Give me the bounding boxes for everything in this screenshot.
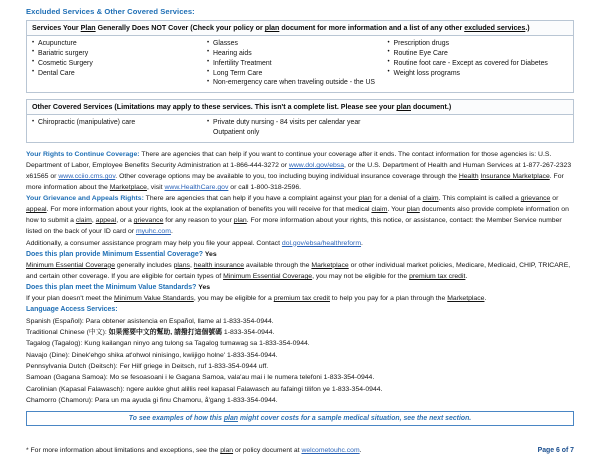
language-line-chamorro: Chamorro (Chamoru): Para un ma ayuda gi finu Chamoru, å'gang 1-833-354-0944. [26, 397, 278, 405]
continue-coverage-paragraph [26, 149, 574, 193]
list-item: • Bariatric surgery [32, 49, 203, 59]
link-myuhc-com[interactable]: myuhc.com [135, 228, 171, 236]
section-heading: Excluded Services & Other Covered Services: [26, 7, 195, 16]
header-text-part-2: Generally Does NOT Cover (Check your policy or [95, 24, 265, 32]
other-covered-body-row [27, 115, 574, 143]
grievance-lead: Your Grievance and Appeals Rights: [26, 195, 144, 203]
mec-term-health-insurance: health insurance [193, 261, 245, 269]
excluded-services-header-row [27, 21, 574, 36]
cc-term-health: Health [458, 173, 479, 181]
mvs-text-3: to help you pay for a plan through the [330, 295, 448, 303]
cc-text-7: or call 1-800-318-2596. [228, 184, 302, 192]
mec-question: Does this plan provide Minimum Essential Coverage? [26, 250, 203, 258]
callout-text-2: might cover costs for a sample medical situation, see the next section. [238, 415, 472, 423]
language-line-pennsylvania-dutch: Pennsylvania Dutch (Deitsch): Fer Hilf griege in Deitsch, ruf 1-833-354-0944 uff. [26, 363, 269, 371]
callout-text-1: To see examples of how this [128, 415, 224, 423]
list-item: • Acupuncture [32, 39, 203, 49]
gr-text-2: for a denial of a [371, 195, 423, 203]
gr-text-6: . Your [387, 206, 407, 214]
mec-text-3: available through the [244, 261, 312, 269]
cc-text-3: . Other coverage options may be available to you, too including buying individual insurance coverage through the [115, 173, 459, 181]
chinese-prefix: Traditional Chinese (中文): [26, 328, 109, 336]
gr-text-1: There are agencies that can help if you have a complaint against your [143, 195, 359, 203]
list-item-continuation: Outpatient only [213, 129, 260, 137]
gr-term-grievance-2: grievance [133, 217, 164, 225]
mec-term-minimum-essential-coverage-1: Minimum Essential Coverage [26, 261, 116, 269]
chinese-body: 如果需要中文的幫助, 請撥打這個號碼 [108, 328, 222, 336]
excluded-services-table [26, 20, 574, 93]
other-covered-services-table [26, 99, 574, 143]
gr-term-plan-3: plan [233, 217, 247, 225]
excluded-list-1 [32, 39, 203, 78]
footer-text-1: * For more information about limitations and exceptions, see the [26, 447, 221, 454]
header-text-part-3: document for more information and a list of any other [279, 24, 465, 32]
excluded-list-3 [388, 39, 570, 78]
language-line-spanish: Spanish (Español): Para obtener asistencia en Español, llame al 1-833-354-0944. [26, 317, 274, 325]
list-item: • Infertility Treatment [207, 59, 384, 69]
header-term-plan-2: plan [264, 24, 280, 32]
language-line-carolinian: Carolinian (Kapasal Falawasch): ngere aukke ghut alillis reel kapasal Falawasch au fafaingi tilifon ye 1-833-354-0944. [26, 385, 383, 393]
footer-text-3: . [359, 447, 362, 454]
mvs-question-line [26, 282, 574, 293]
mec-text-2: , [189, 261, 194, 269]
cc-text-2: , or the U.S. Department of Health and Human Services at 1-877-267-2323 x61565 or [26, 161, 572, 181]
cc-term-insurance-marketplace: Insurance Marketplace [480, 173, 550, 181]
gr-term-appeal-1: appeal [26, 206, 47, 214]
gr-text-4: or [550, 195, 559, 203]
list-item: • Routine Eye Care [388, 49, 570, 59]
other-covered-column-2 [207, 115, 574, 143]
mec-text-6: . [465, 272, 468, 280]
language-line-navajo: Navajo (Dine): Dinek'ehgo shika at'ohwol ninisingo, kwiijigo holne' 1-833-354-0944. [26, 351, 278, 359]
ca-text-1: Additionally, a consumer assistance program may help you file your appeal. Contact [26, 239, 282, 247]
list-item: • Glasses [207, 39, 384, 49]
cc-text-5: . For more information about the [26, 173, 564, 192]
footer-term-plan: plan [220, 447, 234, 454]
mec-term-plans: plans [173, 261, 190, 269]
other-covered-column-1 [27, 115, 208, 143]
callout-term-plan: plan [223, 415, 239, 423]
excluded-services-column-3 [388, 36, 574, 93]
gr-text-5: . For more information about your rights, look at the explanation of benefits you will receive for that medical [46, 206, 372, 214]
excluded-services-body-row [27, 36, 574, 93]
gr-term-claim-1: claim [422, 195, 439, 203]
list-item: • Private duty nursing - 84 visits per calendar year [207, 118, 569, 128]
list-item: • Prescription drugs [388, 39, 570, 49]
link-welcometouhc-com[interactable]: welcometouhc.com [301, 447, 360, 454]
grievance-paragraph [26, 193, 574, 237]
link-healthcare-gov[interactable]: www.HealthCare.gov [164, 184, 229, 192]
excluded-services-column-2 [207, 36, 388, 93]
language-line-traditional-chinese [26, 327, 574, 338]
mec-text-5: , you may not be eligible for the [312, 272, 410, 280]
mec-term-minimum-essential-coverage-2: Minimum Essential Coverage [223, 272, 313, 280]
other-list-1 [32, 118, 203, 128]
language-line-samoan: Samoan (Gagana Samoa): Mo se fesoasoani i le Gagana Samoa, vala'au mai i le numera telefoni 1-833-354-0944. [26, 374, 375, 382]
mvs-text-1: If your plan doesn't meet the [26, 295, 115, 303]
list-item: • Non-emergency care when traveling outside - the US [207, 78, 384, 88]
mec-term-premium-tax-credit: premium tax credit [409, 272, 466, 280]
header-term-plan: Plan [80, 24, 96, 32]
excluded-services-header-cell [27, 21, 574, 36]
mvs-term-marketplace: Marketplace [447, 295, 485, 303]
gr-term-claim-2: claim [371, 206, 388, 214]
page-number: Page 6 of 7 [537, 447, 574, 454]
other-list-2 [207, 118, 569, 138]
gr-text-7: documents also provide complete information on how to submit a [26, 206, 569, 225]
header-text-part-4: .) [525, 24, 530, 32]
other-covered-header-row [27, 100, 574, 115]
list-item: • Cosmetic Surgery [32, 59, 203, 69]
mvs-term-minimum-value-standards: Minimum Value Standards [114, 295, 194, 303]
mvs-text-4: . [484, 295, 487, 303]
header-text-part-1: Services Your [32, 24, 81, 32]
cc-term-marketplace: Marketplace [109, 184, 147, 192]
mvs-text-2: , you may be eligible for a [193, 295, 274, 303]
gr-term-grievance-1: grievance [520, 195, 551, 203]
mvs-term-premium-tax-credit: premium tax credit [273, 295, 330, 303]
mec-text-4: or other individual market policies, Medicare, Medicaid, CHIP, TRICARE, and certain other coverage. If you are eligible for certain types of [26, 261, 571, 280]
link-cciio-cms-gov[interactable]: www.cciio.cms.gov [58, 173, 116, 181]
mec-question-line [26, 249, 574, 260]
list-item: • Chiropractic (manipulative) care [32, 118, 203, 128]
list-item: • Routine foot care - Except as covered for Diabetes [388, 59, 570, 69]
mec-term-marketplace: Marketplace [311, 261, 349, 269]
other-covered-header-cell [27, 100, 574, 115]
consumer-assistance-paragraph [26, 238, 574, 249]
ca-text-2: . [361, 239, 363, 247]
gr-term-claim-3: claim [75, 217, 92, 225]
excluded-services-column-1 [27, 36, 208, 93]
mec-answer: Yes [204, 250, 217, 258]
footer-note [26, 447, 362, 454]
gr-term-appeal-2: appeal [95, 217, 117, 225]
list-item: • Long Term Care [207, 69, 384, 79]
gr-term-plan-2: plan [406, 206, 420, 214]
rights-body [26, 149, 574, 407]
gr-term-plan-1: plan [358, 195, 372, 203]
other-header-part-1: Other Covered Services (Limitations may apply to these services. This isn't a complete list. Please see your [32, 103, 397, 112]
continue-coverage-lead: Your Rights to Continue Coverage: [26, 150, 140, 158]
mvs-question: Does this plan meet the Minimum Value Standards? [26, 284, 197, 291]
other-header-part-2: document.) [411, 103, 452, 112]
list-item: • Hearing aids [207, 49, 384, 59]
mvs-answer: Yes [198, 284, 211, 291]
mec-text-1: generally includes [115, 261, 174, 269]
gr-text-10: for any reason to your [163, 217, 234, 225]
mec-paragraph [26, 260, 574, 282]
cc-text-1: There are agencies that can help if you want to continue your coverage after it ends. The contact information for those agencies is: U.S. Department of Labor, Employee Benefits Security Administration at 1-866-444-3272 or [26, 150, 552, 169]
list-item: • Weight loss programs [388, 69, 570, 79]
gr-text-12: . [170, 228, 173, 236]
language-access-heading: Language Access Services: [26, 306, 118, 314]
other-header-term-plan: plan [396, 103, 411, 112]
mvs-paragraph [26, 293, 574, 304]
header-term-excluded-services: excluded services [464, 24, 526, 32]
footer-text-2: or policy document at [233, 447, 302, 454]
excluded-list-2 [207, 39, 384, 88]
language-line-tagalog: Tagalog (Tagalog): Kung kailangan ninyo ang tulong sa Tagalog tumawag sa 1-833-354-0944. [26, 340, 310, 348]
gr-text-8: , [91, 217, 96, 225]
link-dol-gov-ebsa-healthreform[interactable]: dol.gov/ebsa/healthreform [281, 239, 362, 247]
gr-text-11: . For more information about your rights, this notice, or assistance, contact: the Member Service number listed on the back of your ID card or [26, 217, 562, 236]
chinese-suffix: 1-833-354-0944. [221, 328, 275, 336]
page-footer [26, 447, 574, 454]
gr-text-3: . This complaint is called a [438, 195, 521, 203]
link-dol-gov-ebsa[interactable]: www.dol.gov/ebsa [288, 161, 345, 169]
cc-text-6: , visit [146, 184, 165, 192]
next-section-callout [26, 411, 574, 426]
gr-text-9: , or a [116, 217, 134, 225]
list-item: • Dental Care [32, 69, 203, 79]
